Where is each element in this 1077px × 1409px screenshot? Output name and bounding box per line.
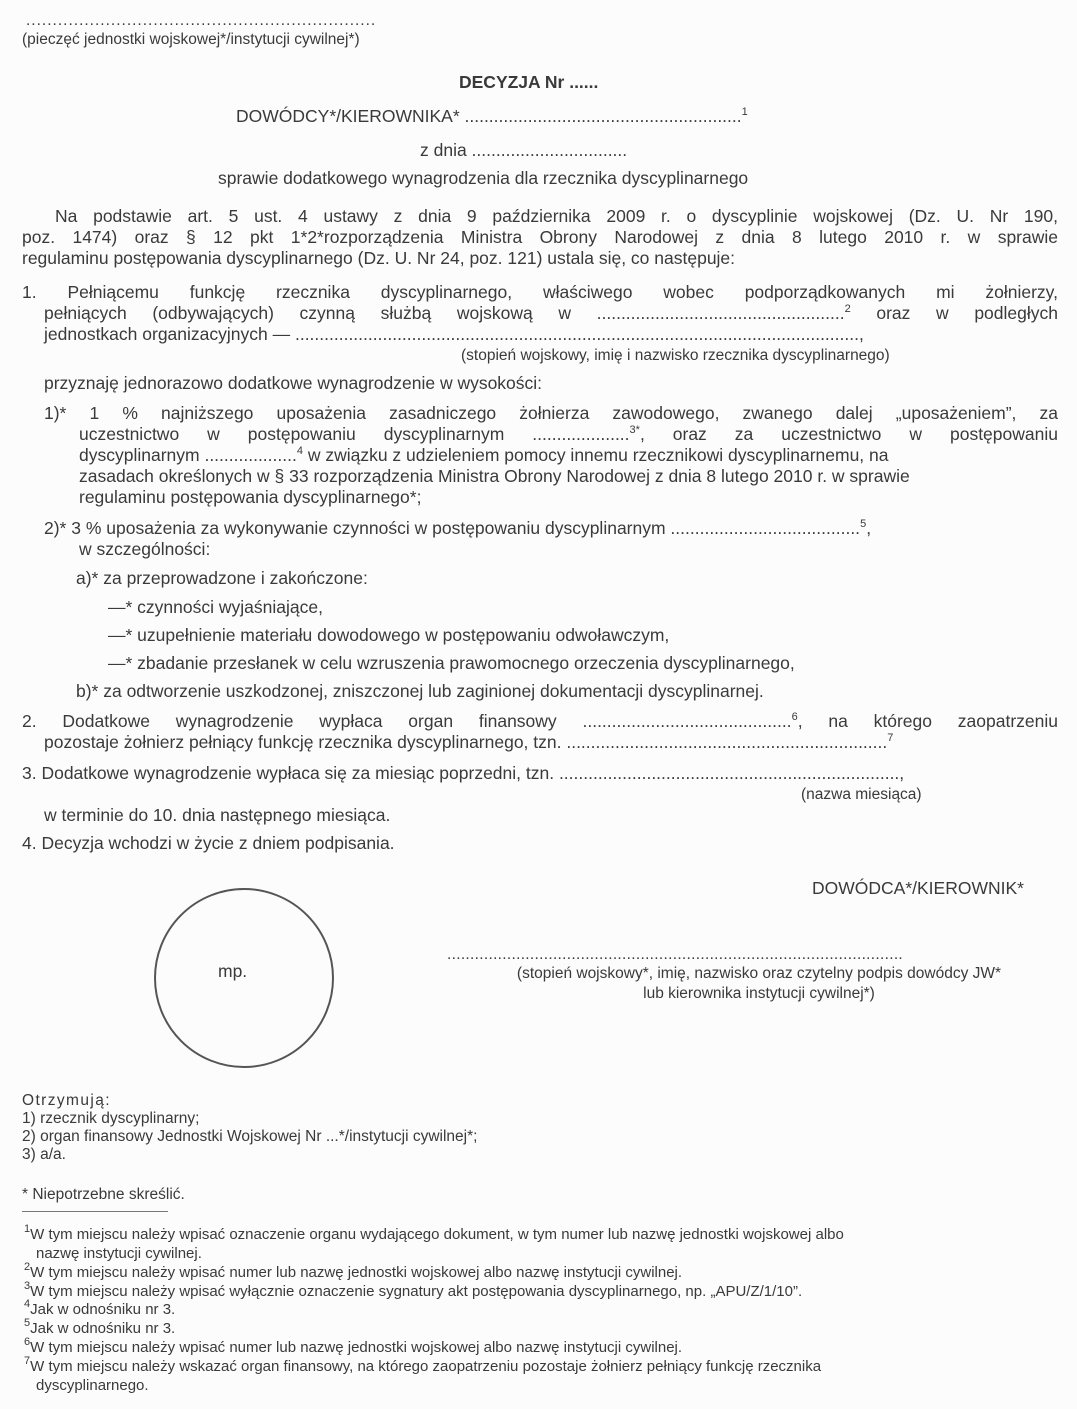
footnote-number: 4 bbox=[24, 1298, 31, 1310]
signature-label-1: (stopień wojskowy*, imię, nazwisko oraz czytelny podpis dowódcy JW* bbox=[516, 965, 1002, 982]
point1-line-2 bbox=[44, 303, 1058, 324]
footnote-ref-4: 4 bbox=[296, 445, 303, 457]
footnote-3 bbox=[24, 1282, 802, 1301]
page-title: DECYZJA Nr ...... bbox=[459, 72, 599, 92]
footnote-7 bbox=[24, 1357, 821, 1376]
footnote-text: W tym miejscu należy wpisać wyłącznie oznaczenie sygnatury akt postępowania dyscyplinarnego, np. „APU/Z/1/10”. bbox=[30, 1283, 803, 1300]
stamp-label: (pieczęć jednostki wojskowej*/instytucji cywilnej*) bbox=[22, 31, 360, 48]
footnote-number: 1 bbox=[24, 1223, 31, 1235]
footnote-ref-3: 3* bbox=[629, 424, 640, 436]
point1-line-2a: pełniących (odbywających) czynną służbą wojskową w ................................................... bbox=[44, 303, 845, 323]
option2-b: b)* za odtworzenie uszkodzonej, zniszczonej lub zaginionej dokumentacji dyscyplinarnej. bbox=[76, 681, 764, 701]
footnote-ref-5: 5 bbox=[860, 518, 867, 530]
recipient-item-2: 2) organ finansowy Jednostki Wojskowej Nr ...*/instytucji cywilnej*; bbox=[22, 1128, 478, 1145]
footnote-ref-7: 7 bbox=[887, 732, 894, 744]
footnote-ref-6: 6 bbox=[791, 711, 798, 723]
recipient-item-1: 1) rzecznik dyscyplinarny; bbox=[22, 1110, 200, 1127]
option1-line-1: 1)* 1 % najniższego uposażenia zasadniczego żołnierza zawodowego, zwanego dalej „uposażeniem”, za bbox=[44, 403, 1058, 423]
option2-a: a)* za przeprowadzone i zakończone: bbox=[76, 568, 368, 588]
footnote-number: 2 bbox=[24, 1261, 31, 1273]
issuer-text: DOWÓDCY*/KIEROWNIKA* ......................................................... bbox=[236, 106, 742, 126]
point1-field-label: (stopień wojskowy, imię i nazwisko rzecznika dyscyplinarnego) bbox=[461, 347, 890, 364]
subject-line: sprawie dodatkowego wynagrodzenia dla rzecznika dyscyplinarnego bbox=[218, 168, 749, 188]
grant-line: przyznaję jednorazowo dodatkowe wynagrodzenie w wysokości: bbox=[44, 373, 543, 393]
footnote-number: 7 bbox=[24, 1355, 31, 1367]
footnote-text: Jak w odnośniku nr 3. bbox=[30, 1301, 176, 1318]
option1-line-4: zasadach określonych w § 33 rozporządzenia Ministra Obrony Narodowej z dnia 8 lutego 2010 r. w sprawie bbox=[79, 466, 910, 486]
option1-line-3 bbox=[79, 445, 889, 466]
footnote-text: W tym miejscu należy wpisać numer lub nazwę jednostki wojskowej albo nazwę instytucji cywilnej. bbox=[30, 1264, 683, 1281]
footnote-number: 6 bbox=[24, 1336, 31, 1348]
footnote-4 bbox=[24, 1300, 175, 1319]
option1-line-3a: dyscyplinarnym ................... bbox=[79, 445, 297, 465]
option2-a-item-1: —* czynności wyjaśniające, bbox=[108, 597, 323, 617]
signature-dots: ................................................................................................... bbox=[447, 946, 904, 963]
option1-line-2b: , oraz za uczestnictwo w postępowaniu bbox=[639, 424, 1058, 444]
footnote-text: W tym miejscu należy wskazać organ finansowy, na którego zaopatrzeniu pozostaje żołnierz pełniący funkcję rzecznika bbox=[30, 1358, 822, 1375]
recipient-item-3: 3) a/a. bbox=[22, 1146, 66, 1163]
option2-line-2: w szczególności: bbox=[79, 539, 211, 559]
stamp-dots: .................................................................. bbox=[26, 12, 377, 29]
point3-line-1: 3. Dodatkowe wynagrodzenie wypłaca się za miesiąc poprzedni, tzn. ......................................................................, bbox=[22, 763, 905, 783]
footnote-7-cont: dyscyplinarnego. bbox=[36, 1377, 149, 1394]
footnote-ref-1: 1 bbox=[741, 106, 748, 118]
point1-line-1: 1. Pełniącemu funkcję rzecznika dyscyplinarnego, właściwego wobec podporządkowanych mi żołnierzy, bbox=[22, 282, 1058, 302]
preamble-line-2: poz. 1474) oraz § 12 pkt 1*2*rozporządzenia Ministra Obrony Narodowej z dnia 8 lutego 2010 r. w sprawie bbox=[22, 227, 1058, 247]
point2-line-1b: , na którego zaopatrzeniu bbox=[797, 711, 1059, 731]
footnote-2 bbox=[24, 1263, 682, 1282]
point1-line-3: jednostkach organizacyjnych — ...................................................................................................................., bbox=[44, 324, 864, 344]
strike-note: * Niepotrzebne skreślić. bbox=[22, 1186, 185, 1203]
month-field-label: (nazwa miesiąca) bbox=[801, 786, 922, 803]
option2-line-1a: 2)* 3 % uposażenia za wykonywanie czynności w postępowaniu dyscyplinarnym ....................................... bbox=[44, 518, 861, 538]
point1-line-2b: oraz w podległych bbox=[850, 303, 1058, 323]
stamp-label: mp. bbox=[218, 961, 248, 981]
option2-line-1 bbox=[44, 518, 871, 539]
preamble-line-3: regulaminu postępowania dyscyplinarnego (Dz. U. Nr 24, poz. 121) ustala się, co następuje: bbox=[22, 248, 736, 268]
footnote-number: 5 bbox=[24, 1317, 31, 1329]
footnote-1 bbox=[24, 1225, 844, 1244]
option2-a-item-2: —* uzupełnienie materiału dowodowego w postępowaniu odwoławczym, bbox=[108, 625, 670, 645]
footnote-5 bbox=[24, 1319, 175, 1338]
footnote-text: W tym miejscu należy wpisać numer lub nazwę jednostki wojskowej albo nazwę instytucji cywilnej. bbox=[30, 1339, 683, 1356]
option1-line-5: regulaminu postępowania dyscyplinarnego*; bbox=[79, 487, 422, 507]
recipients-title: Otrzymują: bbox=[22, 1092, 111, 1109]
option1-line-2a: uczestnictwo w postępowaniu dyscyplinarnym .................... bbox=[79, 424, 630, 444]
signature-label-2: lub kierownika instytucji cywilnej*) bbox=[643, 985, 875, 1002]
point2-line-2a: pozostaje żołnierz pełniący funkcję rzecznika dyscyplinarnego, tzn. .................................................................. bbox=[44, 732, 888, 752]
signatory-role: DOWÓDCA*/KIEROWNIK* bbox=[812, 878, 1024, 898]
option2-a-item-3: —* zbadanie przesłanek w celu wzruszenia prawomocnego orzeczenia dyscyplinarnego, bbox=[108, 653, 795, 673]
footnote-1-cont: nazwę instytucji cywilnej. bbox=[36, 1245, 202, 1262]
footnote-6 bbox=[24, 1338, 682, 1357]
option2-line-1b: , bbox=[866, 518, 872, 538]
footnote-text: W tym miejscu należy wpisać oznaczenie organu wydającego dokument, w tym numer lub nazwę jednostki wojskowej albo bbox=[30, 1226, 844, 1243]
point2-line-2 bbox=[44, 732, 893, 753]
point2-line-1 bbox=[22, 711, 1058, 732]
point3-line-2: w terminie do 10. dnia następnego miesiąca. bbox=[44, 805, 391, 825]
footnote-text: Jak w odnośniku nr 3. bbox=[30, 1320, 176, 1337]
footnote-ref-2: 2 bbox=[844, 303, 851, 315]
footnote-divider bbox=[22, 1211, 168, 1212]
point4-line: 4. Decyzja wchodzi w życie z dniem podpisania. bbox=[22, 833, 395, 853]
point2-line-1a: 2. Dodatkowe wynagrodzenie wypłaca organ finansowy ........................................... bbox=[22, 711, 792, 731]
issuer-line bbox=[236, 106, 748, 127]
option1-line-3b: w związku z udzieleniem pomocy innemu rzecznikowi dyscyplinarnemu, na bbox=[302, 445, 889, 465]
date-line: z dnia ................................ bbox=[420, 140, 628, 160]
preamble-line-1: Na podstawie art. 5 ust. 4 ustawy z dnia 9 października 2009 r. o dyscyplinie wojskowej (Dz. U. Nr 190, bbox=[55, 206, 1058, 226]
footnote-number: 3 bbox=[24, 1280, 31, 1292]
option1-line-2 bbox=[79, 424, 1058, 445]
